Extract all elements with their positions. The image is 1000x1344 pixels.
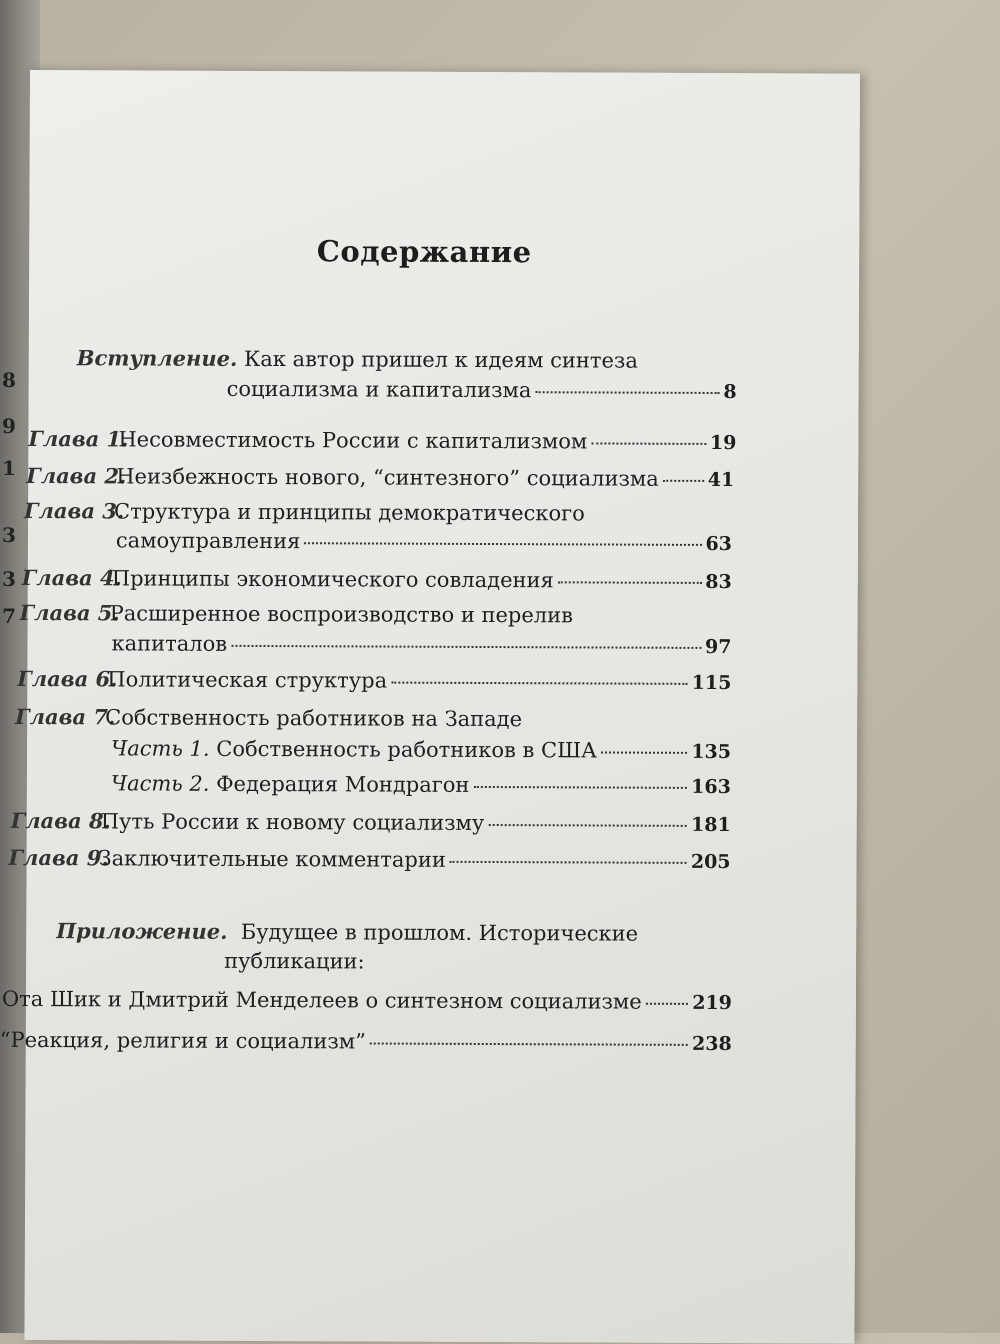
toc-chapter [20, 600, 573, 627]
page-number: 135 [691, 740, 732, 764]
leader-dots [473, 786, 687, 789]
appendix-line2: публикации: [224, 948, 365, 974]
leader-dots [558, 581, 702, 584]
chapter-label: Глава 9. [8, 844, 109, 871]
part-label: Часть 2. [110, 771, 210, 796]
page-number: 97 [704, 635, 732, 659]
chapter-title: Принципы экономического совладения [111, 566, 554, 593]
leader-dots [370, 1042, 688, 1045]
book-page [0, 70, 860, 1344]
toc-chapter [9, 845, 731, 873]
chapter-title-cont: капиталов [111, 631, 228, 656]
toc-appendix [56, 918, 638, 946]
leader-dots [304, 542, 701, 546]
appendix-item-title: Ота Шик и Дмитрий Менделеев о синтезном социализме [1, 986, 642, 1014]
toc-appendix-cont [224, 949, 365, 974]
toc-appendix-item [0, 1028, 732, 1055]
toc-intro [77, 345, 638, 372]
chapter-label: Глава 6. [17, 665, 118, 692]
page-number: 41 [707, 468, 735, 492]
toc-chapter [26, 463, 734, 491]
chapter-title: Политическая структура [107, 667, 388, 693]
toc-part [111, 771, 731, 798]
leader-dots [601, 751, 687, 753]
page-number: 83 [705, 570, 732, 594]
page-number: 8 [723, 381, 737, 404]
toc-chapter [11, 808, 731, 836]
page-number: 219 [692, 991, 732, 1015]
page-title: Содержание [316, 234, 532, 270]
page-number: 238 [692, 1032, 732, 1056]
adjacent-page-number: 3 [2, 523, 16, 547]
chapter-label: Глава 3. [24, 497, 125, 524]
chapter-title: Неизбежность нового, “синтезного” социализма [116, 464, 659, 491]
page-number: 115 [691, 671, 732, 695]
chapter-title: Собственность работников на Западе [105, 705, 523, 732]
toc-part [111, 736, 731, 763]
adjacent-page-number: 9 [2, 414, 16, 438]
chapter-title: Заключительные комментарии [98, 846, 446, 872]
leader-dots [231, 645, 701, 649]
chapter-title-cont: самоуправления [115, 528, 301, 554]
page-number: 205 [690, 850, 731, 874]
appendix-label: Приложение. [56, 918, 228, 944]
leader-dots [391, 682, 688, 685]
toc-chapter [24, 498, 585, 525]
leader-dots [450, 861, 687, 864]
chapter-title: Путь России к новому социализму [100, 809, 485, 835]
chapter-label: Глава 8. [10, 807, 111, 834]
page-number: 181 [690, 813, 731, 837]
part-title: Собственность работников в США [216, 736, 598, 763]
toc-chapter-cont [111, 631, 731, 658]
leader-dots [663, 480, 704, 482]
leader-dots [646, 1003, 689, 1005]
intro-line1: Как автор пришел к идеям синтеза [243, 346, 638, 373]
leader-dots [591, 442, 706, 445]
chapter-title: Расширенное воспроизводство и перелив [109, 601, 574, 628]
adjacent-page-number: 7 [2, 604, 16, 628]
toc-chapter [17, 666, 731, 694]
adjacent-page-number: 8 [2, 368, 16, 392]
appendix-item-title: “Реакция, религия и социализм” [0, 1027, 366, 1054]
chapter-label: Глава 7. [15, 703, 116, 730]
part-label: Часть 1. [110, 736, 210, 761]
toc-chapter [28, 426, 736, 454]
page-number: 163 [691, 775, 731, 799]
toc-chapter [15, 704, 522, 731]
appendix-line1: Будущее в прошлом. Исторические [240, 919, 639, 946]
part-title: Федерация Мондрагон [216, 771, 470, 797]
chapter-label: Глава 1. [28, 425, 129, 452]
leader-dots [488, 824, 687, 827]
adjacent-page-number: 3 [2, 567, 16, 591]
chapter-label: Глава 5. [19, 599, 120, 626]
toc-intro-cont [227, 377, 737, 403]
chapter-label: Глава 4. [21, 564, 122, 591]
intro-label: Вступление. [76, 345, 238, 371]
chapter-title: Несовместимость России с капитализмом [118, 427, 588, 454]
adjacent-page-number: 1 [2, 456, 16, 480]
page-number: 63 [705, 532, 732, 556]
page-number: 19 [709, 431, 737, 455]
intro-line2: социализма и капитализма [226, 376, 532, 403]
toc-chapter [22, 565, 732, 593]
toc-appendix-item [2, 987, 732, 1014]
chapter-title: Структура и принципы демократического [114, 499, 585, 526]
toc-chapter-cont [116, 528, 732, 555]
chapter-label: Глава 2. [26, 462, 127, 489]
leader-dots [535, 391, 719, 394]
